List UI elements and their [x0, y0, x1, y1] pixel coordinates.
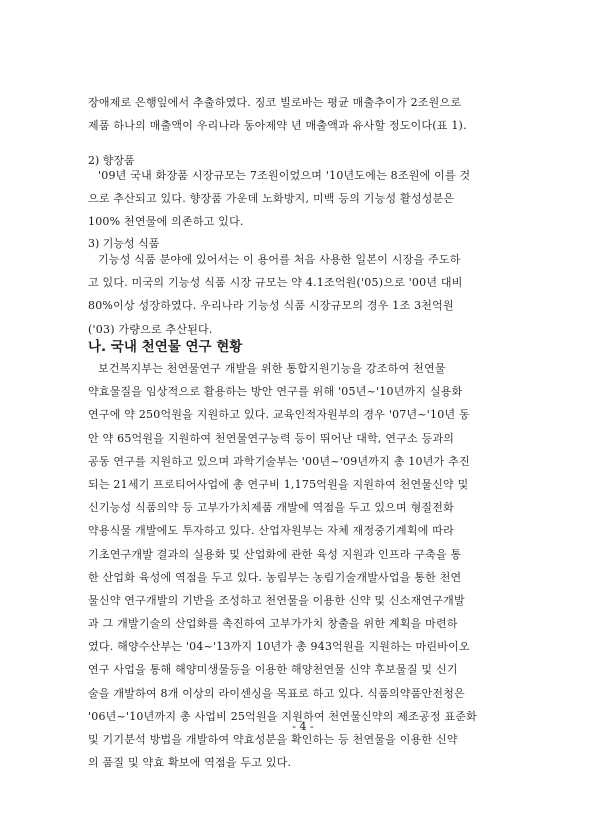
cosmetics-heading: 2) 향장품 — [88, 154, 135, 167]
text-line: 및 기기분석 방법을 개발하여 약효성분을 확인하는 등 천연물을 이용한 신약 — [88, 733, 458, 746]
text-line: 술을 개발하여 8개 이상의 라이센싱을 목표로 하고 있다. 식품의약품안전청은 — [88, 686, 465, 700]
functional-food-paragraph — [88, 248, 520, 341]
text-line: 물신약 연구개발의 기반을 조성하고 천연물을 이용한 신약 및 신소재연구개발 — [88, 593, 465, 607]
text-line: '09년 국내 화장품 시장규모는 7조원이었으며 '10년도에는 8조원에 이를 것 — [98, 169, 471, 182]
page-number: - 4 - — [292, 720, 314, 733]
text-line: 한 산업화 육성에 역점을 두고 있다. 농림부는 농림기술개발사업을 통한 천연 — [88, 570, 462, 584]
text-line: 연구에 약 250억원을 지원하고 있다. 교육인적자원부의 경우 '07년~'10년 동 — [88, 408, 470, 422]
intro-paragraph — [88, 91, 520, 137]
text-line: 보건복지부는 천연물연구 개발을 위한 통합지원기능을 강조하여 천연물 — [98, 362, 446, 375]
text-line: 고 있다. 미국의 기능성 식품 시장 규모는 약 4.1조억원('05)으로 '00년 대비 — [88, 276, 463, 290]
functional-food-heading: 3) 기능성 식품 — [88, 237, 160, 250]
section-title: 나. 국내 천연물 연구 현황 — [88, 339, 243, 355]
text-line: 100% 천연물에 의존하고 있다. — [88, 215, 244, 229]
text-line: ('03) 가량으로 추산된다. — [88, 322, 213, 336]
text-line: 연구 사업을 통해 해양미생물등을 이용한 해양천연물 신약 후보물질 및 신기 — [88, 663, 458, 677]
text-line: 되는 21세기 프로티어사업에 총 연구비 1,175억원을 지원하여 천연물신약 및 — [88, 477, 469, 491]
text-line: 기능성 식품 분야에 있어서는 이 용어를 처음 사용한 일본이 시장을 주도하 — [98, 253, 461, 266]
text-line: 약효물질을 임상적으로 활용하는 방안 연구를 위해 '05년~'10년까지 실용화 — [88, 385, 463, 399]
text-line: 였다. 해양수산부는 '04~'13까지 10년가 총 943억원을 지원하는 마린바이오 — [88, 640, 470, 654]
text-line: 공동 연구를 지원하고 있으며 과학기술부는 '00년~'09년까지 총 10년가 추진 — [88, 454, 470, 468]
cosmetics-paragraph — [88, 164, 520, 234]
text-line: 안 약 65억원을 지원하여 천연물연구능력 등이 뛰어난 대학, 연구소 등과의 — [88, 431, 455, 445]
section-body — [88, 357, 520, 774]
text-line: 으로 추산되고 있다. 향장품 가운데 노화방지, 미백 등의 기능성 활성성분은 — [88, 192, 455, 206]
text-line: 장애제로 은행잎에서 추출하였다. 징코 빌로바는 평균 매출추이가 2조원으로 — [88, 96, 462, 109]
text-line: 약용식물 개발에도 투자하고 있다. 산업자원부는 자체 재정중기계획에 따라 — [88, 524, 454, 538]
text-line: 신기능성 식품의약 등 고부가가치제품 개발에 역점을 두고 있으며 형질전화 — [88, 501, 454, 515]
text-line: 과 그 개발기술의 산업화를 촉진하여 고부가가치 창출을 위한 계획을 마련하 — [88, 617, 458, 631]
text-line: '06년~'10년까지 총 사업비 25억원을 지원하여 천연물신약의 제조공정 표준화 — [88, 709, 477, 723]
text-line: 80%이상 성장하였다. 우리나라 기능성 식품 시장규모의 경우 1조 3천억원 — [88, 299, 454, 313]
text-line: 기초연구개발 결과의 실용화 및 산업화에 관한 육성 지원과 인프라 구축을 통 — [88, 547, 462, 561]
text-line: 제품 하나의 매출액이 우리나라 동아제약 년 매출액과 유사할 정도이다(표 1). — [88, 119, 467, 133]
text-line: 의 품질 및 약효 확보에 역점을 두고 있다. — [88, 756, 292, 770]
